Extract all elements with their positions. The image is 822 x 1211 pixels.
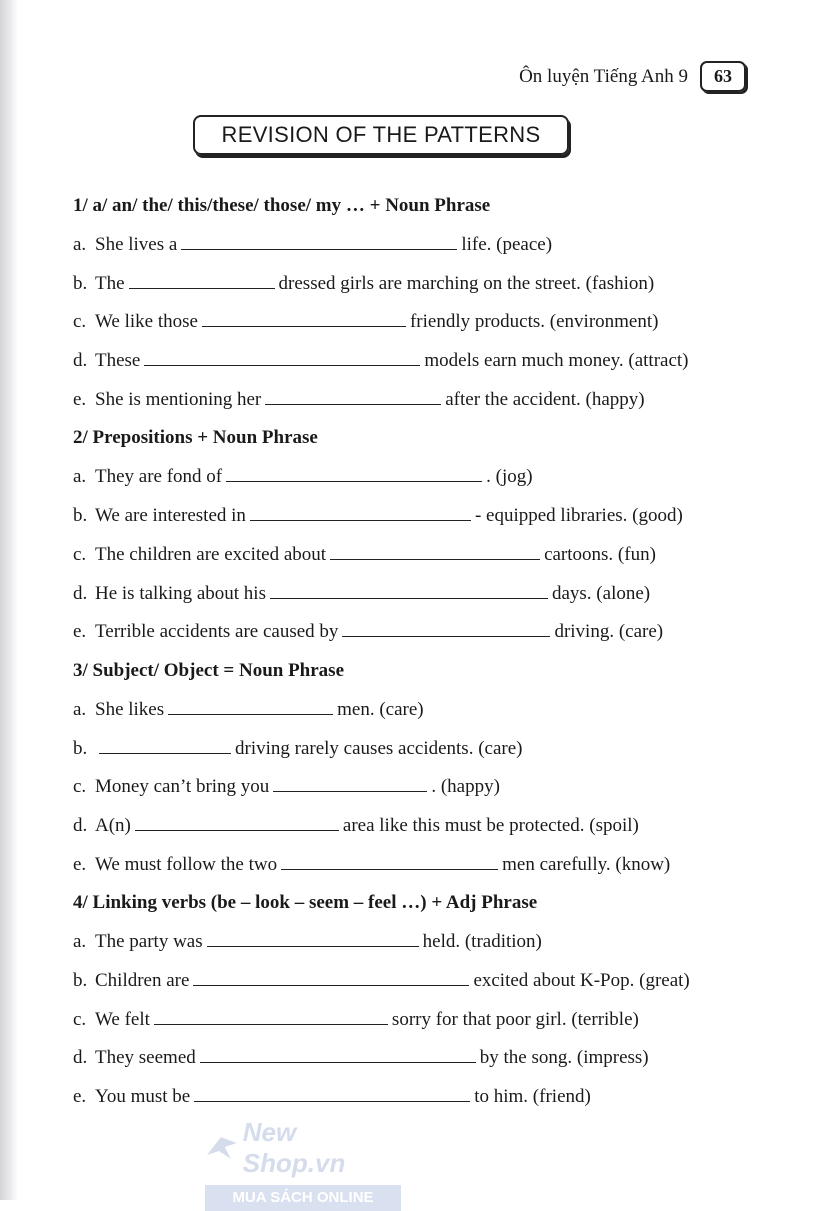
exercise-item xyxy=(73,266,753,305)
item-text-before: She lives a xyxy=(95,234,178,255)
item-label: e. xyxy=(73,621,87,643)
item-text-after: models earn much money. (attract) xyxy=(424,350,689,372)
book-title: Ôn luyện Tiếng Anh 9 xyxy=(519,65,688,87)
item-label: c. xyxy=(73,311,87,333)
exercise-item xyxy=(73,808,753,847)
item-text-before: Terrible accidents are caused by xyxy=(95,621,339,643)
answer-blank[interactable] xyxy=(265,389,441,405)
item-text-before: You must be xyxy=(95,1086,191,1108)
item-text-before: We like those xyxy=(95,311,198,333)
exercise-item xyxy=(73,459,753,498)
answer-blank[interactable] xyxy=(194,1086,470,1102)
exercise-item xyxy=(73,576,753,615)
item-label: b. xyxy=(73,737,88,759)
answer-blank[interactable] xyxy=(181,234,457,250)
item-text-before: We felt xyxy=(95,1008,150,1030)
item-label: a. xyxy=(73,931,87,953)
exercise-item xyxy=(73,847,753,886)
item-label: e. xyxy=(73,388,87,410)
item-text-after: driving rarely causes accidents. (care) xyxy=(235,737,523,759)
item-text-after: after the accident. (happy) xyxy=(445,388,645,410)
exercise-item xyxy=(73,731,753,770)
item-text-after: sorry for that poor girl. (terrible) xyxy=(391,1008,639,1030)
exercise-item xyxy=(73,963,753,1002)
item-text-after: excited about K-Pop. (great) xyxy=(473,970,690,991)
exercise-item xyxy=(73,343,753,382)
item-text-after: to him. (friend) xyxy=(474,1086,591,1108)
answer-blank[interactable] xyxy=(129,273,275,289)
exercise-content xyxy=(73,188,753,1118)
item-text-after: cartoons. (fun) xyxy=(544,543,656,565)
item-text-after: men. (care) xyxy=(337,698,424,720)
exercise-item xyxy=(73,692,753,731)
item-text-before: Money can’t bring you xyxy=(95,776,270,798)
item-label: c. xyxy=(73,776,87,798)
answer-blank[interactable] xyxy=(273,776,427,792)
item-text-before: We must follow the two xyxy=(95,853,278,875)
exercise-item xyxy=(73,227,753,266)
item-label: c. xyxy=(73,543,87,565)
item-label: b. xyxy=(73,970,88,991)
answer-blank[interactable] xyxy=(200,1047,476,1063)
item-label: d. xyxy=(73,350,88,372)
answer-blank[interactable] xyxy=(99,738,231,754)
item-label: a. xyxy=(73,698,87,720)
item-text-before: They are fond of xyxy=(95,466,223,488)
section-heading: 1/ a/ an/ the/ this/these/ those/ my … + Noun Phrase xyxy=(73,195,491,216)
answer-blank[interactable] xyxy=(342,621,550,637)
item-text-after: - equipped libraries. (good) xyxy=(474,505,683,527)
answer-blank[interactable] xyxy=(330,544,540,560)
item-label: e. xyxy=(73,853,87,875)
answer-blank[interactable] xyxy=(202,311,406,327)
page-header xyxy=(519,61,746,92)
item-text-before: The children are excited about xyxy=(95,543,327,565)
section-heading: 2/ Prepositions + Noun Phrase xyxy=(73,427,318,449)
item-text-after: . (happy) xyxy=(431,776,500,798)
item-label: d. xyxy=(73,814,88,836)
watermark-tagline: MUA SÁCH ONLINE xyxy=(205,1185,401,1211)
item-text-before: The party was xyxy=(95,931,203,953)
watermark-brand: New Shop.vn xyxy=(242,1117,346,1178)
item-text-before: Children are xyxy=(95,970,190,991)
item-label: a. xyxy=(73,234,87,255)
answer-blank[interactable] xyxy=(250,505,471,521)
item-text-before: They seemed xyxy=(95,1047,196,1069)
exercise-item xyxy=(73,1040,753,1079)
watermark xyxy=(205,1117,405,1211)
answer-blank[interactable] xyxy=(144,350,420,366)
section-heading: 4/ Linking verbs (be – look – seem – feel …) + Adj Phrase xyxy=(73,892,538,914)
answer-blank[interactable] xyxy=(154,1009,388,1025)
item-text-before: She likes xyxy=(95,698,165,720)
exercise-item xyxy=(73,1079,753,1118)
item-text-before: A(n) xyxy=(95,814,131,836)
answer-blank[interactable] xyxy=(270,583,548,599)
exercise-item xyxy=(73,382,753,421)
exercise-item xyxy=(73,537,753,576)
book-spine-shadow xyxy=(0,0,18,1200)
answer-blank[interactable] xyxy=(193,970,469,986)
exercise-item xyxy=(73,614,753,653)
page-title: REVISION OF THE PATTERNS xyxy=(193,115,569,155)
answer-blank[interactable] xyxy=(135,815,339,831)
exercise-item xyxy=(73,924,753,963)
item-label: a. xyxy=(73,466,87,488)
exercise-item xyxy=(73,498,753,537)
item-text-after: by the song. (impress) xyxy=(479,1047,649,1069)
exercise-item xyxy=(73,304,753,343)
item-text-after: driving. (care) xyxy=(554,621,664,643)
item-label: d. xyxy=(73,582,88,604)
item-text-after: days. (alone) xyxy=(551,582,651,604)
answer-blank[interactable] xyxy=(168,699,333,715)
item-label: b. xyxy=(73,505,88,527)
item-text-after: area like this must be protected. (spoil) xyxy=(342,814,639,836)
item-text-before: He is talking about his xyxy=(95,582,266,604)
answer-blank[interactable] xyxy=(226,466,482,482)
item-text-after: held. (tradition) xyxy=(422,931,542,953)
item-text-after: men carefully. (know) xyxy=(502,853,671,875)
item-text-after: . (jog) xyxy=(486,466,533,488)
watermark-logo xyxy=(205,1117,405,1179)
answer-blank[interactable] xyxy=(207,931,419,947)
item-text-after: dressed girls are marching on the street. (fashion) xyxy=(278,272,655,294)
item-text-before: We are interested in xyxy=(95,505,246,527)
item-text-before: The xyxy=(95,272,125,294)
item-text-before: She is mentioning her xyxy=(95,388,262,410)
item-label: d. xyxy=(73,1047,88,1069)
item-label: b. xyxy=(73,272,88,294)
item-label: e. xyxy=(73,1086,87,1108)
page-number: 63 xyxy=(700,61,746,92)
bird-icon xyxy=(205,1133,239,1163)
item-text-before: These xyxy=(95,350,141,372)
exercise-item xyxy=(73,769,753,808)
answer-blank[interactable] xyxy=(281,854,498,870)
item-text-after: life. (peace) xyxy=(461,234,553,255)
item-text-after: friendly products. (environment) xyxy=(409,311,659,333)
exercise-item xyxy=(73,1002,753,1041)
section-heading: 3/ Subject/ Object = Noun Phrase xyxy=(73,659,345,681)
item-label: c. xyxy=(73,1008,87,1030)
